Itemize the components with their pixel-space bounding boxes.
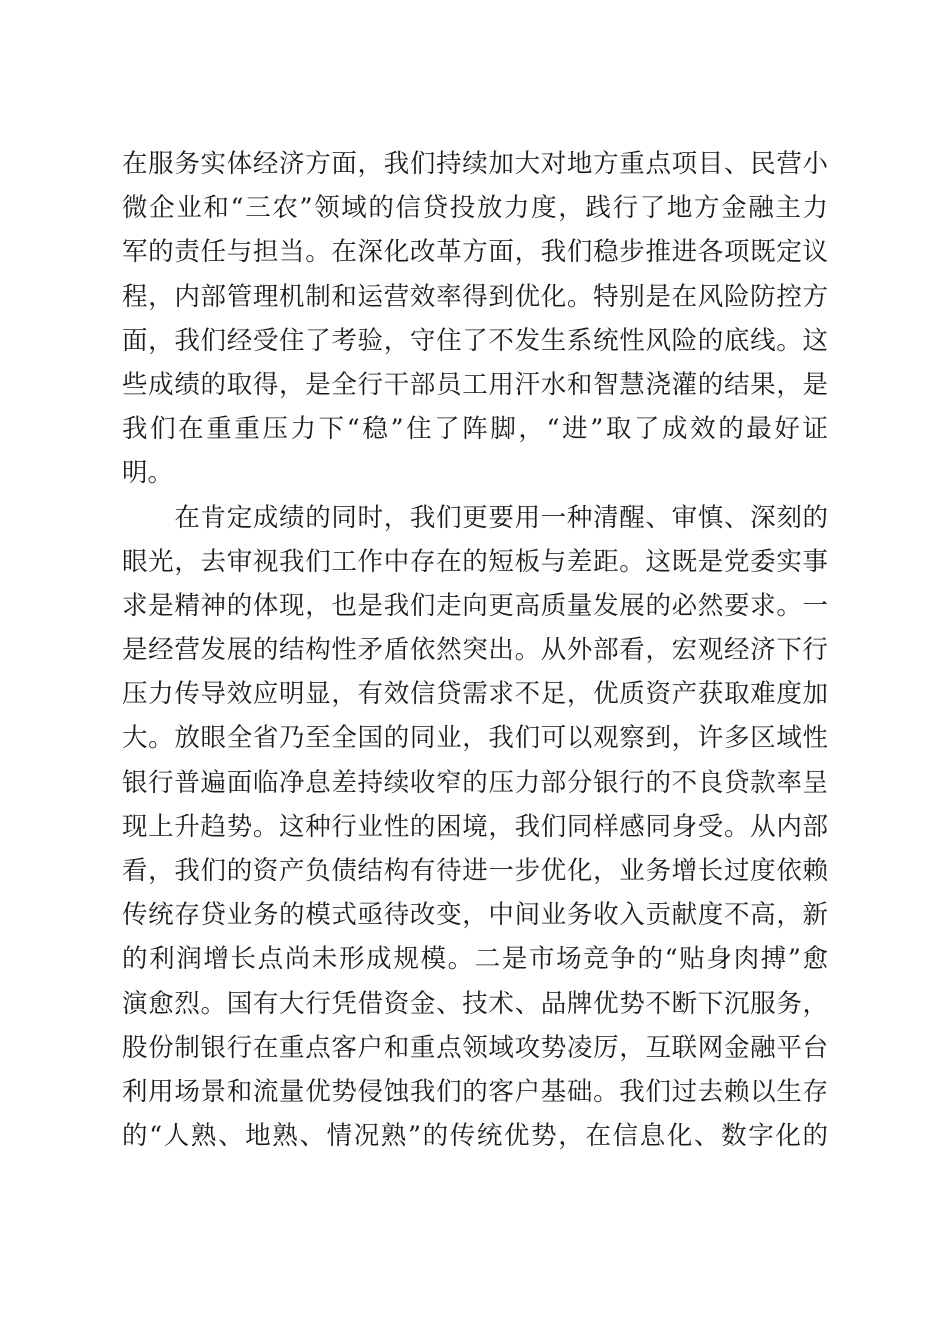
text-line: 股份制银行在重点客户和重点领域攻势凌厉，互联网金融平台 (122, 1032, 828, 1063)
text-line: 在肯定成绩的同时，我们更要用一种清醒、审慎、深刻的 (122, 502, 828, 533)
text-line: 的利润增长点尚未形成规模。二是市场竞争的“贴身肉搏”愈 (122, 944, 828, 975)
body-text (122, 142, 828, 1158)
paragraph-1 (122, 142, 828, 496)
text-line: 传统存贷业务的模式亟待改变，中间业务收入贡献度不高，新 (122, 900, 828, 931)
text-line: 是经营发展的结构性矛盾依然突出。从外部看，宏观经济下行 (122, 635, 828, 666)
text-line: 的“人熟、地熟、情况熟”的传统优势，在信息化、数字化的 (122, 1121, 828, 1152)
text-line: 银行普遍面临净息差持续收窄的压力部分银行的不良贷款率呈 (122, 767, 828, 798)
text-line: 求是精神的体现，也是我们走向更高质量发展的必然要求。一 (122, 590, 828, 621)
text-line: 现上升趋势。这种行业性的困境，我们同样感同身受。从内部 (122, 811, 828, 842)
text-line: 演愈烈。国有大行凭借资金、技术、品牌优势不断下沉服务， (122, 988, 828, 1019)
text-line: 压力传导效应明显，有效信贷需求不足，优质资产获取难度加 (122, 679, 828, 710)
text-line: 明。 (122, 458, 174, 489)
text-line: 看，我们的资产负债结构有待进一步优化，业务增长过度依赖 (122, 856, 828, 886)
text-line: 面，我们经受住了考验，守住了不发生系统性风险的底线。这 (122, 325, 828, 356)
text-line: 军的责任与担当。在深化改革方面，我们稳步推进各项既定议 (122, 237, 828, 268)
text-line: 眼光，去审视我们工作中存在的短板与差距。这既是党委实事 (122, 546, 828, 577)
paragraph-2 (122, 496, 828, 1159)
text-line: 些成绩的取得，是全行干部员工用汗水和智慧浇灌的结果，是 (122, 369, 828, 400)
text-line: 程，内部管理机制和运营效率得到优化。特别是在风险防控方 (122, 281, 828, 312)
text-line: 微企业和“三农”领域的信贷投放力度，践行了地方金融主力 (122, 193, 828, 224)
text-line: 在服务实体经济方面，我们持续加大对地方重点项目、民营小 (122, 149, 828, 179)
text-line: 我们在重重压力下“稳”住了阵脚，“进”取了成效的最好证 (122, 414, 828, 445)
text-line: 大。放眼全省乃至全国的同业，我们可以观察到，许多区域性 (122, 723, 828, 754)
text-line: 利用场景和流量优势侵蚀我们的客户基础。我们过去赖以生存 (122, 1076, 828, 1107)
